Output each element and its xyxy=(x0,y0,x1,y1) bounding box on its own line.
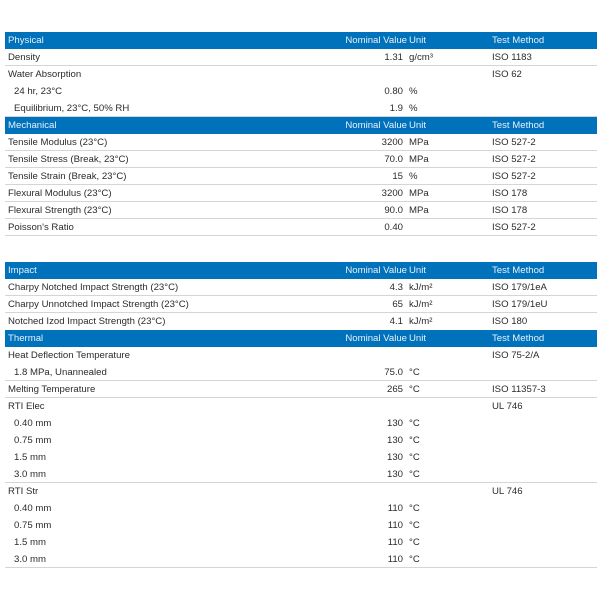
nominal-value: 1.9 xyxy=(389,103,403,114)
table-row xyxy=(5,432,597,449)
nominal-value: 110 xyxy=(387,537,403,548)
test-method: ISO 179/1eA xyxy=(492,282,547,293)
unit: °C xyxy=(409,469,420,480)
table-row xyxy=(5,296,597,313)
unit: kJ/m² xyxy=(409,299,433,310)
property-name: Tensile Stress (Break, 23°C) xyxy=(8,154,129,165)
test-method: ISO 1183 xyxy=(492,52,532,63)
nominal-value: 4.1 xyxy=(389,316,403,327)
property-name: Melting Temperature xyxy=(8,384,96,395)
property-name: 24 hr, 23°C xyxy=(14,86,63,97)
nominal-value: 65 xyxy=(392,299,403,310)
table-row xyxy=(5,219,597,236)
nominal-value: 110 xyxy=(387,520,403,531)
section-title: Impact xyxy=(8,265,37,276)
property-name: 0.40 mm xyxy=(14,503,52,514)
property-name: 0.75 mm xyxy=(14,435,52,446)
nominal-value: 3200 xyxy=(381,137,403,148)
table-row xyxy=(5,134,597,151)
unit: °C xyxy=(409,418,420,429)
unit: MPa xyxy=(409,154,429,165)
section-header-impact xyxy=(5,262,597,279)
nominal-value: 3200 xyxy=(381,188,403,199)
column-header-test-method: Test Method xyxy=(492,333,545,344)
nominal-value: 110 xyxy=(387,554,403,565)
test-method: ISO 527-2 xyxy=(492,154,536,165)
nominal-value: 130 xyxy=(386,469,403,480)
unit: g/cm³ xyxy=(409,52,433,63)
table-row xyxy=(5,534,597,551)
unit: kJ/m² xyxy=(409,282,433,293)
table-row xyxy=(5,517,597,534)
table-row xyxy=(5,49,597,66)
column-header-nominal-value: Nominal Value xyxy=(345,265,407,276)
unit: °C xyxy=(409,537,420,548)
table-row xyxy=(5,449,597,466)
section-title: Mechanical xyxy=(8,120,57,131)
property-name: Flexural Modulus (23°C) xyxy=(8,188,112,199)
property-name: 3.0 mm xyxy=(14,469,46,480)
column-header-nominal-value: Nominal Value xyxy=(345,333,407,344)
property-name: 1.5 mm xyxy=(14,452,46,463)
nominal-value: 1.31 xyxy=(384,52,403,63)
nominal-value: 0.40 xyxy=(384,222,403,233)
property-name: 0.40 mm xyxy=(14,418,52,429)
test-method: ISO 75-2/A xyxy=(492,350,540,361)
property-name: Tensile Strain (Break, 23°C) xyxy=(8,171,127,182)
table-row xyxy=(5,83,597,100)
property-name: Equilibrium, 23°C, 50% RH xyxy=(14,103,130,114)
test-method: ISO 179/1eU xyxy=(492,299,548,310)
unit: % xyxy=(409,103,418,114)
column-header-unit: Unit xyxy=(409,333,427,344)
property-name: Charpy Notched Impact Strength (23°C) xyxy=(8,282,179,293)
test-method: ISO 178 xyxy=(492,188,528,199)
unit: MPa xyxy=(409,188,429,199)
unit: % xyxy=(409,86,418,97)
property-name: 1.8 MPa, Unannealed xyxy=(14,367,107,378)
column-header-test-method: Test Method xyxy=(492,265,545,276)
table-row xyxy=(5,398,597,415)
unit: °C xyxy=(409,554,420,565)
property-name: 0.75 mm xyxy=(14,520,52,531)
table-row xyxy=(5,466,597,483)
table-row xyxy=(5,313,597,330)
unit: °C xyxy=(409,384,420,395)
table-row xyxy=(5,415,597,432)
unit: °C xyxy=(409,520,420,531)
unit: °C xyxy=(409,452,420,463)
column-header-test-method: Test Method xyxy=(492,120,545,131)
property-name: 3.0 mm xyxy=(14,554,46,565)
nominal-value: 265 xyxy=(386,384,403,395)
property-name: Density xyxy=(8,52,40,63)
nominal-value: 130 xyxy=(386,452,403,463)
property-name: Tensile Modulus (23°C) xyxy=(8,137,108,148)
table-row xyxy=(5,185,597,202)
test-method: ISO 180 xyxy=(492,316,528,327)
test-method: ISO 62 xyxy=(492,69,522,80)
property-name: Water Absorption xyxy=(8,69,82,80)
nominal-value: 90.0 xyxy=(384,205,403,216)
nominal-value: 110 xyxy=(387,503,403,514)
table-row xyxy=(5,551,597,568)
unit: MPa xyxy=(409,137,429,148)
test-method: ISO 178 xyxy=(492,205,528,216)
nominal-value: 0.80 xyxy=(384,86,403,97)
section-header-physical xyxy=(5,32,597,49)
nominal-value: 15 xyxy=(392,171,403,182)
table-row xyxy=(5,202,597,219)
properties-table-1 xyxy=(5,32,597,236)
table-row xyxy=(5,168,597,185)
section-header-mechanical xyxy=(5,117,597,134)
table-row xyxy=(5,381,597,398)
nominal-value: 70.0 xyxy=(384,154,403,165)
table-row xyxy=(5,279,597,296)
column-header-nominal-value: Nominal Value xyxy=(345,120,407,131)
test-method: ISO 11357-3 xyxy=(492,384,546,395)
nominal-value: 130 xyxy=(386,418,403,429)
nominal-value: 4.3 xyxy=(389,282,403,293)
unit: °C xyxy=(409,435,420,446)
test-method: ISO 527-2 xyxy=(492,171,536,182)
property-name: Charpy Unnotched Impact Strength (23°C) xyxy=(8,299,189,310)
table-row xyxy=(5,66,597,83)
nominal-value: 75.0 xyxy=(384,367,403,378)
property-name: Flexural Strength (23°C) xyxy=(8,205,112,216)
section-title: Physical xyxy=(8,35,44,46)
table-row xyxy=(5,483,597,500)
table-row xyxy=(5,100,597,117)
column-header-unit: Unit xyxy=(409,35,427,46)
column-header-unit: Unit xyxy=(409,265,427,276)
unit: % xyxy=(409,171,418,182)
unit: °C xyxy=(409,367,420,378)
section-header-thermal xyxy=(5,330,597,347)
test-method: UL 746 xyxy=(492,486,523,497)
property-name: 1.5 mm xyxy=(14,537,46,548)
nominal-value: 130 xyxy=(386,435,403,446)
properties-table-2 xyxy=(5,262,597,568)
table-row xyxy=(5,500,597,517)
unit: °C xyxy=(409,503,420,514)
column-header-unit: Unit xyxy=(409,120,427,131)
property-name: Poisson's Ratio xyxy=(8,222,74,233)
section-title: Thermal xyxy=(8,333,44,344)
column-header-test-method: Test Method xyxy=(492,35,545,46)
column-header-nominal-value: Nominal Value xyxy=(345,35,407,46)
table-row xyxy=(5,151,597,168)
unit: MPa xyxy=(409,205,429,216)
unit: kJ/m² xyxy=(409,316,433,327)
table-row xyxy=(5,347,597,364)
test-method: ISO 527-2 xyxy=(492,137,536,148)
property-name: RTI Elec xyxy=(8,401,45,412)
test-method: UL 746 xyxy=(492,401,523,412)
table-row xyxy=(5,364,597,381)
test-method: ISO 527-2 xyxy=(492,222,536,233)
property-name: Heat Deflection Temperature xyxy=(8,350,130,361)
property-name: RTI Str xyxy=(8,486,39,497)
property-name: Notched Izod Impact Strength (23°C) xyxy=(8,316,166,327)
